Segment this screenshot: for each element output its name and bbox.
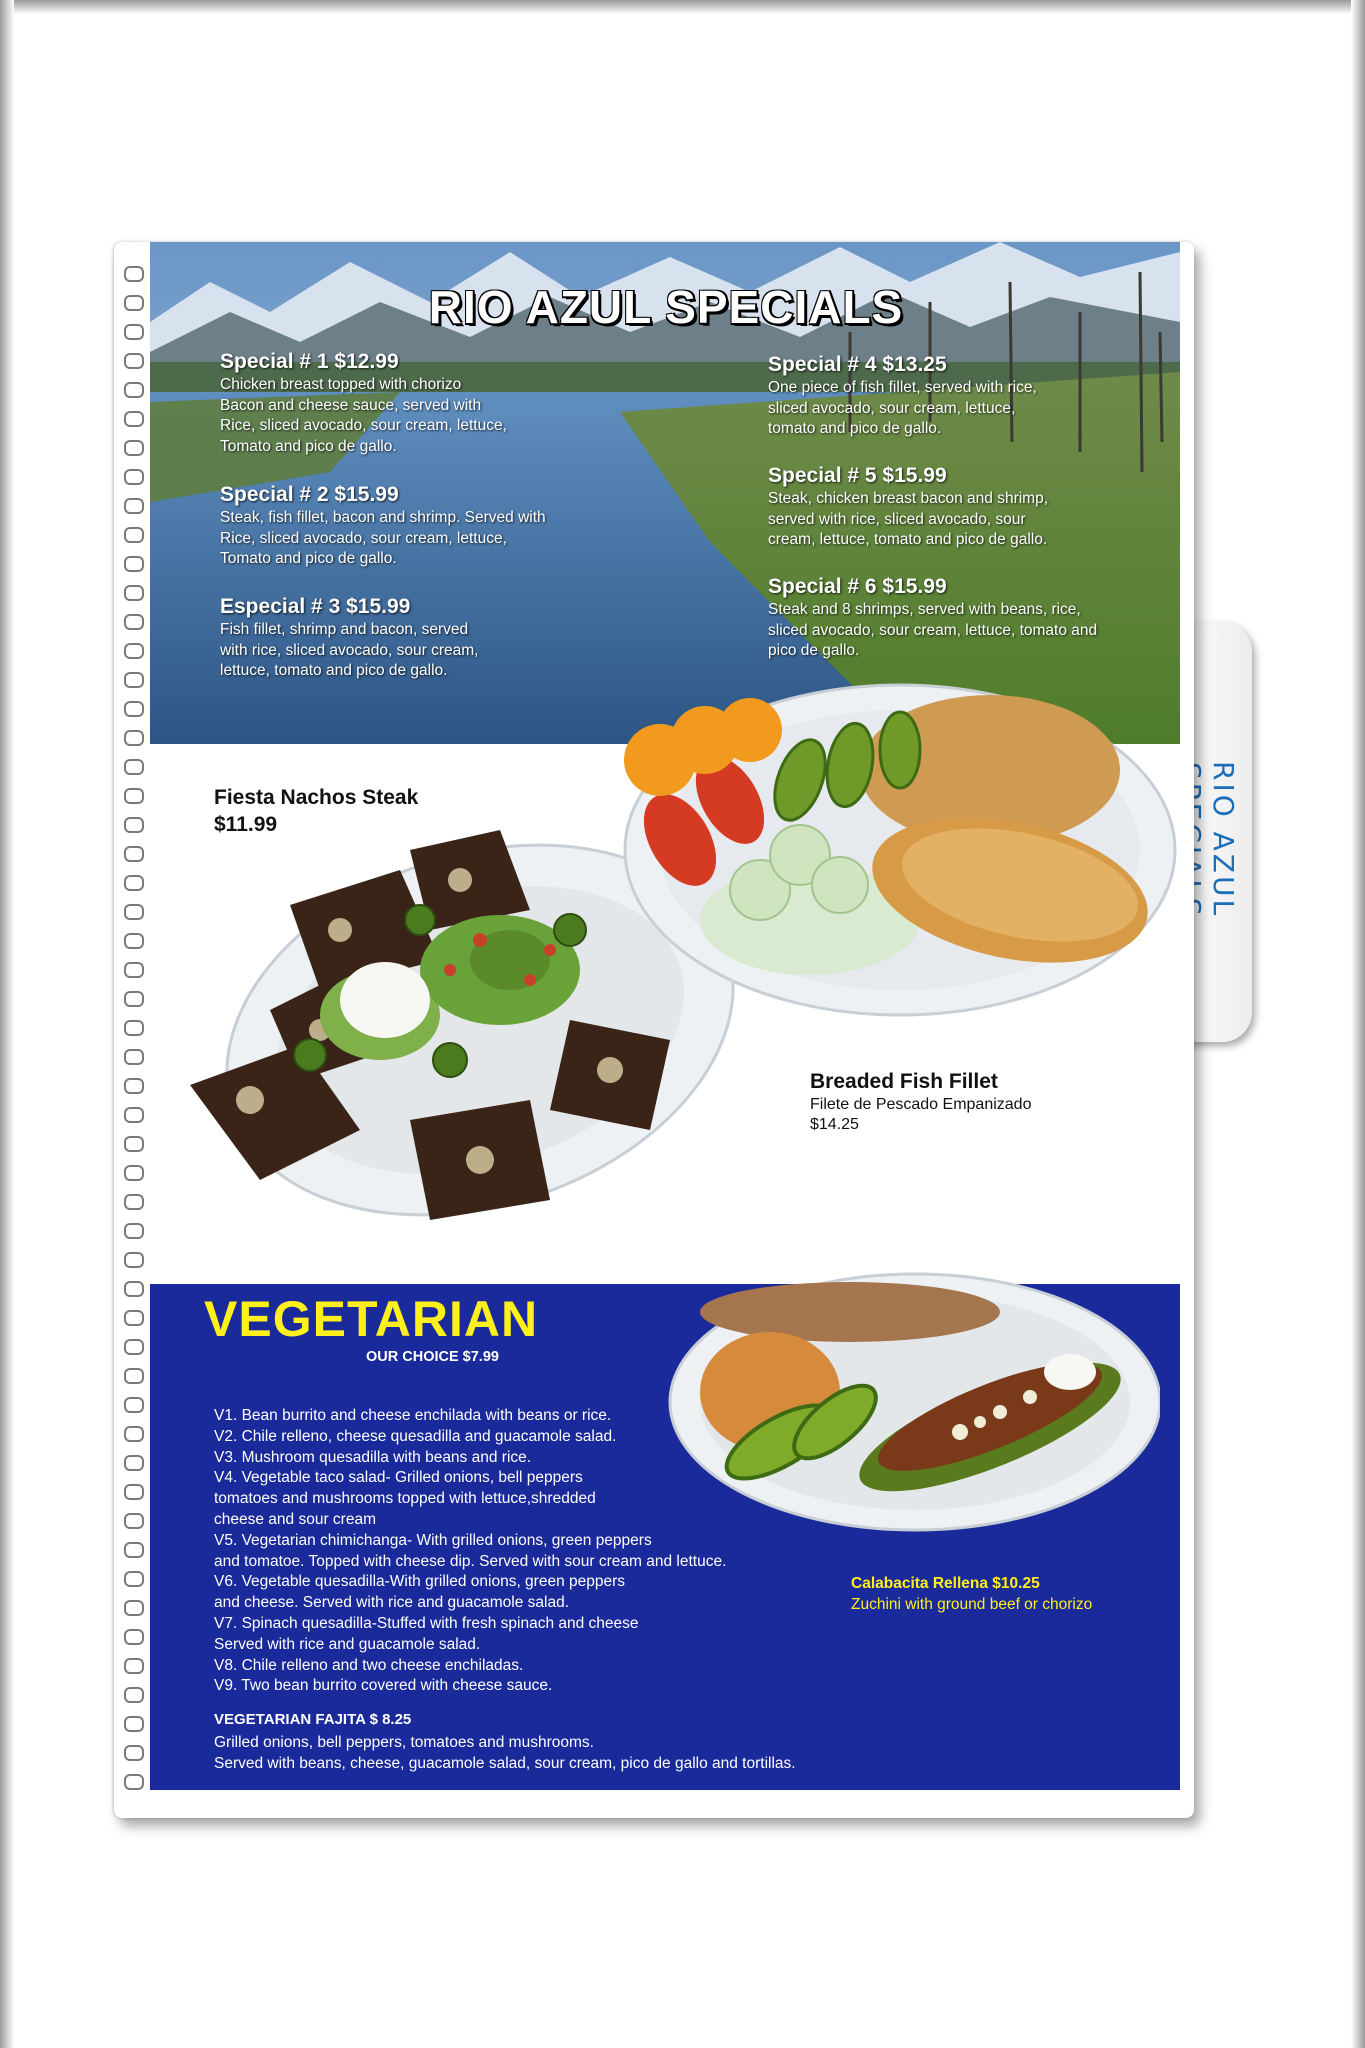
- fish-fillet-plate-image: [600, 670, 1180, 1030]
- spiral-ring: [124, 1426, 144, 1442]
- nachos-title: Fiesta Nachos Steak: [214, 786, 419, 809]
- calabacita-description: Zuchini with ground beef or chorizo: [851, 1596, 1093, 1613]
- special-4: [768, 352, 1148, 440]
- spiral-ring: [124, 411, 144, 427]
- spiral-ring: [124, 730, 144, 746]
- special-3-title: Especial # 3 $15.99: [220, 595, 411, 618]
- spiral-ring: [124, 382, 144, 398]
- spiral-ring: [124, 933, 144, 949]
- vegetarian-items-list: [214, 1406, 874, 1697]
- spiral-ring: [124, 1716, 144, 1732]
- special-5-title: Special # 5 $15.99: [768, 464, 947, 487]
- spiral-ring: [124, 1223, 144, 1239]
- photo-frame-top: [0, 0, 1365, 14]
- spiral-ring: [124, 1455, 144, 1471]
- spiral-ring: [124, 904, 144, 920]
- special-1-description: Chicken breast topped with chorizo Bacon and cheese sauce, served with Rice, sliced avocado, sour cream, lettuce, Tomato and pico de gallo.: [220, 376, 507, 455]
- spiral-ring: [124, 875, 144, 891]
- spiral-ring: [124, 1542, 144, 1558]
- nachos-price: $11.99: [214, 813, 278, 836]
- calabacita-title: Calabacita Rellena $10.25: [851, 1575, 1040, 1592]
- spiral-ring: [124, 701, 144, 717]
- vegetarian-title: VEGETARIAN: [204, 1291, 539, 1347]
- vegetarian-item: V7. Spinach quesadilla-Stuffed with fresh spinach and cheese Served with rice and guacamole salad.: [214, 1614, 639, 1653]
- special-2: [220, 482, 600, 570]
- spiral-ring: [124, 1484, 144, 1500]
- spiral-ring: [124, 1078, 144, 1094]
- spiral-ring: [124, 672, 144, 688]
- spiral-ring: [124, 1687, 144, 1703]
- spiral-ring: [124, 469, 144, 485]
- spiral-ring: [124, 1194, 144, 1210]
- spiral-ring: [124, 1310, 144, 1326]
- page-title: RIO AZUL SPECIALS: [428, 281, 904, 333]
- spiral-ring: [124, 614, 144, 630]
- spiral-ring: [124, 1049, 144, 1065]
- spiral-ring: [124, 1165, 144, 1181]
- nachos-caption: [214, 784, 418, 838]
- section-tab-label: RIO AZUL: [1207, 761, 1240, 919]
- vegetarian-fajita-title: VEGETARIAN FAJITA $ 8.25: [214, 1711, 412, 1728]
- fish-subtitle: Filete de Pescado Empanizado: [810, 1096, 1032, 1113]
- special-5-description: Steak, chicken breast bacon and shrimp, served with rice, sliced avocado, sour cream, lettuce, tomato and pico de gallo.: [768, 490, 1049, 548]
- spiral-ring: [124, 295, 144, 311]
- vegetarian-fajita-description: Grilled onions, bell peppers, tomatoes and mushrooms. Served with beans, cheese, guacamole salad, sour cream, pico de gallo and tortillas.: [214, 1734, 796, 1772]
- spiral-ring: [124, 1600, 144, 1616]
- special-2-description: Steak, fish fillet, bacon and shrimp. Served with Rice, sliced avocado, sour cream, lettuce, Tomato and pico de gallo.: [220, 509, 546, 567]
- vegetarian-item: V5. Vegetarian chimichanga- With grilled onions, green peppers and tomatoe. Topped with cheese dip. Served with sour cream and lettuce.: [214, 1531, 727, 1570]
- special-6-title: Special # 6 $15.99: [768, 575, 947, 598]
- special-1-title: Special # 1 $12.99: [220, 350, 399, 373]
- spiral-ring: [124, 1252, 144, 1268]
- vegetarian-item: V4. Vegetable taco salad- Grilled onions, bell peppers tomatoes and mushrooms topped with lettuce,shredded cheese and sour cream: [214, 1469, 596, 1528]
- spiral-ring: [124, 1020, 144, 1036]
- special-2-title: Special # 2 $15.99: [220, 483, 399, 506]
- spiral-ring: [124, 1339, 144, 1355]
- fish-title: Breaded Fish Fillet: [810, 1070, 998, 1093]
- special-5: [768, 463, 1148, 551]
- spiral-ring: [124, 324, 144, 340]
- special-4-title: Special # 4 $13.25: [768, 353, 947, 376]
- spiral-ring: [124, 266, 144, 282]
- spiral-binding: [124, 266, 150, 1806]
- vegetarian-item: V1. Bean burrito and cheese enchilada with beans or rice.: [214, 1407, 612, 1424]
- spiral-ring: [124, 556, 144, 572]
- spiral-ring: [124, 353, 144, 369]
- spiral-ring: [124, 585, 144, 601]
- special-3-description: Fish fillet, shrimp and bacon, served with rice, sliced avocado, sour cream, lettuce, tomato and pico de gallo.: [220, 621, 479, 679]
- spiral-ring: [124, 527, 144, 543]
- spiral-ring: [124, 498, 144, 514]
- spiral-ring: [124, 1571, 144, 1587]
- vegetarian-item: V3. Mushroom quesadilla with beans and rice.: [214, 1448, 532, 1466]
- photo-frame-left: [0, 0, 14, 2048]
- spiral-ring: [124, 991, 144, 1007]
- spiral-ring: [124, 817, 144, 833]
- spiral-ring: [124, 440, 144, 456]
- spiral-ring: [124, 1397, 144, 1413]
- spiral-ring: [124, 1368, 144, 1384]
- spiral-ring: [124, 846, 144, 862]
- special-1: [220, 349, 600, 457]
- vegetarian-choice-price: OUR CHOICE $7.99: [366, 1349, 499, 1365]
- vegetarian-item: V6. Vegetable quesadilla-With grilled onions, green peppers and cheese. Served with rice and guacamole salad.: [214, 1573, 626, 1612]
- spiral-ring: [124, 759, 144, 775]
- spiral-ring: [124, 788, 144, 804]
- vegetarian-item: V9. Two bean burrito covered with cheese sauce.: [214, 1677, 553, 1695]
- spiral-ring: [124, 643, 144, 659]
- special-6-description: Steak and 8 shrimps, served with beans, rice, sliced avocado, sour cream, lettuce, tomato and pico de gallo.: [768, 601, 1098, 659]
- vegetarian-item: V2. Chile relleno, cheese quesadilla and guacamole salad.: [214, 1427, 617, 1445]
- special-3: [220, 594, 600, 682]
- spiral-ring: [124, 1774, 144, 1790]
- spiral-ring: [124, 1513, 144, 1529]
- spiral-ring: [124, 1629, 144, 1645]
- special-6: [768, 574, 1148, 662]
- spiral-ring: [124, 1136, 144, 1152]
- vegetarian-item: V8. Chile relleno and two cheese enchiladas.: [214, 1656, 524, 1674]
- spiral-ring: [124, 1658, 144, 1674]
- photo-frame-right: [1351, 0, 1365, 2048]
- spiral-ring: [124, 1281, 144, 1297]
- spiral-ring: [124, 1745, 144, 1761]
- fish-price: $14.25: [810, 1116, 859, 1133]
- fish-caption: [810, 1068, 1031, 1135]
- spiral-ring: [124, 962, 144, 978]
- spiral-ring: [124, 1107, 144, 1123]
- special-4-description: One piece of fish fillet, served with rice, sliced avocado, sour cream, lettuce, tomato and pico de gallo.: [768, 379, 1037, 437]
